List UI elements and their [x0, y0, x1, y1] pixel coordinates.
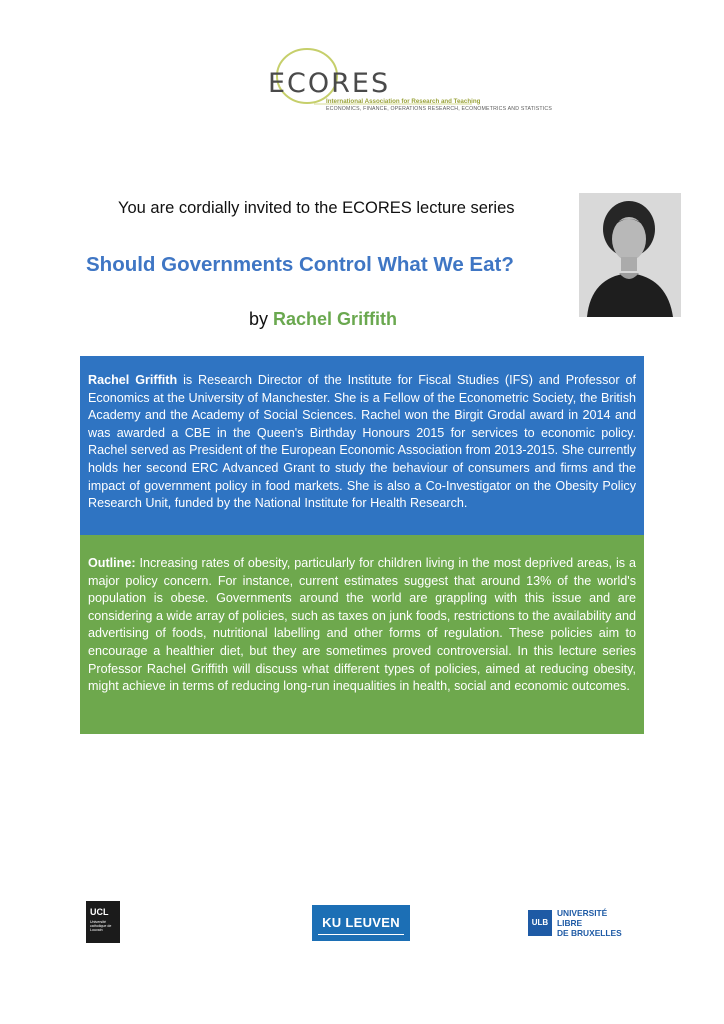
- ulb-logo: [528, 909, 628, 943]
- speaker-name: Rachel Griffith: [273, 309, 398, 329]
- ucl-logo-subtitle: Université catholique de Louvain: [90, 920, 112, 933]
- ulb-line3: DE BRUXELLES: [557, 928, 622, 938]
- logo-wordmark: ECORES: [268, 68, 391, 99]
- outline-text: Increasing rates of obesity, particularly for children living in the most deprived areas, is a major policy concern. For instance, current estimates suggest that around 13% of the world's population is obese. Governments around the world are grappling with this issue and are considering a wide array of policies, such as taxes on junk foods, restrictions to the availability and advertising of foods, nutritional labelling and other forms of regulation. These policies aim to encourage a healthier diet, but they are sometimes proved controversial. In this lecture series Professor Rachel Griffith will discuss what different types of policies, aimed at reducing obesity, might achieve in terms of reducing long-run inequalities in health, social and economic outcomes.: [88, 556, 636, 694]
- bio-name: Rachel Griffith: [88, 373, 178, 387]
- invitation-text: You are cordially invited to the ECORES lecture series: [118, 199, 515, 217]
- logo-subtagline: ECONOMICS, FINANCE, OPERATIONS RESEARCH, ECONOMETRICS AND STATISTICS: [326, 106, 553, 112]
- byline-prefix: by: [249, 309, 269, 329]
- ulb-logo-text: [557, 908, 622, 938]
- ku-leuven-logo: [312, 905, 410, 941]
- speaker-photo: [579, 193, 681, 317]
- lecture-title: Should Governments Control What We Eat?: [86, 253, 514, 276]
- ulb-logo-box: ULB: [528, 910, 552, 936]
- ku-leuven-logo-text: KU LEUVEN: [322, 915, 400, 930]
- ulb-line2: LIBRE: [557, 918, 583, 928]
- logo-tagline: International Association for Research and Teaching: [326, 98, 481, 105]
- byline: [249, 309, 397, 330]
- outline-label: Outline:: [88, 556, 136, 570]
- bio-panel: [80, 356, 644, 535]
- ucl-logo-title: UCL: [90, 907, 109, 917]
- ulb-line1: UNIVERSITÉ: [557, 908, 608, 918]
- ucl-logo: [86, 901, 120, 943]
- outline-panel: [80, 535, 644, 734]
- bio-text: is Research Director of the Institute for Fiscal Studies (IFS) and Professor of Economics at the University of Manchester. She is a Fellow of the Econometric Society, the British Academy and the Academy of Social Sciences. Rachel won the Birgit Grodal award in 2014 and was awarded a CBE in the Queen's Birthday Honours 2015 for services to economic policy. Rachel served as President of the European Economic Association from 2013-2015. She currently holds her second ERC Advanced Grant to study the behaviour of consumers and firms and the impact of government policy in food markets. She is also a Co-Investigator on the Obesity Policy Research Unit, funded by the National Institute for Health Research.: [88, 373, 636, 511]
- ecores-logo: [250, 40, 553, 120]
- ku-leuven-logo-underline: [318, 934, 404, 935]
